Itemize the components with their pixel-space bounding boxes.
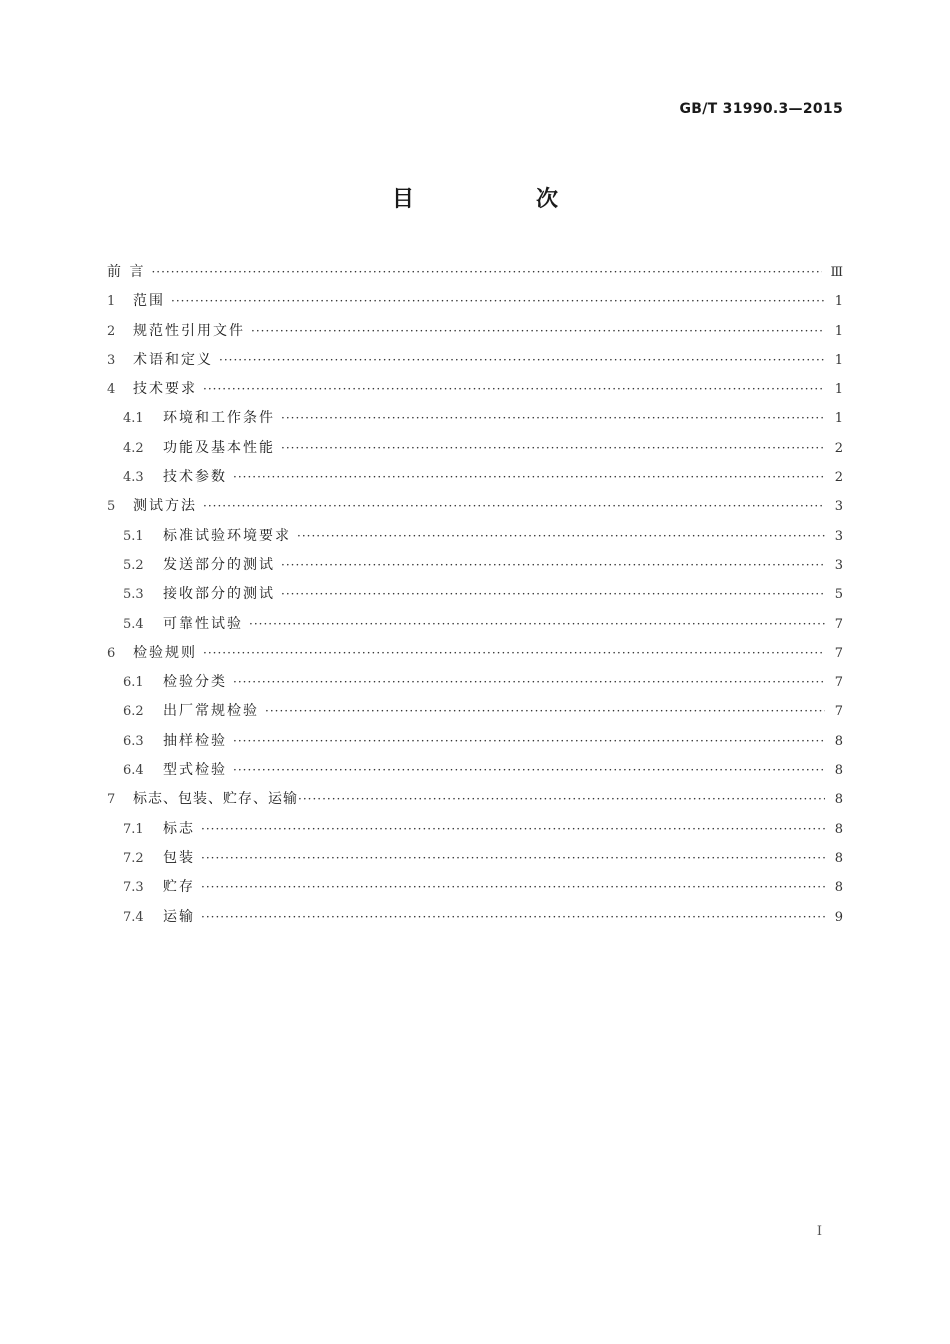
toc-entry-label: 贮存 [163,879,195,896]
toc-entry-page: 1 [834,382,843,398]
toc-entry-number: 4 [107,382,116,398]
toc-entry-page: 5 [834,587,843,603]
toc-dot-leader [203,639,825,668]
toc-dot-leader [233,668,825,697]
toc-entry-page: 8 [834,792,843,808]
toc-entry-page: Ⅲ [830,265,843,280]
toc-entry-page: 7 [834,704,843,720]
toc-entry-page: 3 [834,528,843,544]
toc-entry-5[interactable] [107,492,843,521]
standard-code: GB/T 31990.3—2015 [679,101,843,117]
toc-entry-label: 包装 [163,849,195,866]
toc-entry-number: 3 [107,352,116,368]
toc-dot-leader [233,463,825,492]
toc-dot-leader [203,375,825,404]
toc-entry-number: 5.1 [123,528,144,544]
toc-entry-number: 5 [107,499,116,515]
toc-entry-number: 1 [107,294,116,310]
toc-dot-leader [201,903,825,932]
toc-entry-page: 2 [834,440,843,456]
toc-entry-label: 环境和工作条件 [163,410,275,427]
toc-dot-leader [251,317,825,346]
toc-entry-6-3[interactable] [107,727,843,756]
toc-entry-label: 型式检验 [163,762,227,779]
toc-entry-page: 3 [834,557,843,573]
toc-entry-label: 发送部分的测试 [163,556,275,573]
toc-dot-leader [298,785,825,814]
toc-entry-5-1[interactable] [107,522,843,551]
toc-entry-label: 检验规则 [133,644,197,661]
toc-entry-7-3[interactable] [107,873,843,902]
toc-entry-page: 1 [834,352,843,368]
toc-entry-number: 6.3 [123,733,144,749]
toc-entry-label: 出厂常规检验 [163,703,259,720]
toc-entry-6-4[interactable] [107,756,843,785]
toc-entry-page: 8 [834,821,843,837]
toc-entry-number: 7.2 [123,850,144,866]
toc-entry-number: 4.2 [123,440,144,456]
toc-entry-page: 1 [834,294,843,310]
toc-dot-leader [265,697,825,726]
toc-entry-page: 8 [834,850,843,866]
toc-dot-leader [233,727,825,756]
toc-entry-number: 4.1 [123,411,144,427]
toc-entry-page: 7 [834,675,843,691]
toc-entry-label: 运输 [163,908,195,925]
toc-entry-number: 5.4 [123,616,144,632]
toc-entry-7-1[interactable] [107,815,843,844]
toc-entry-5-2[interactable] [107,551,843,580]
toc-dot-leader [281,551,825,580]
toc-entry-7-2[interactable] [107,844,843,873]
toc-dot-leader [297,522,825,551]
toc-dot-leader [201,844,825,873]
toc-entry-number: 6.2 [123,704,144,720]
toc-entry-page: 7 [834,645,843,661]
toc-entry-label: 技术参数 [163,469,227,486]
toc-entry-6-2[interactable] [107,697,843,726]
toc-entry-number: 6.1 [123,675,144,691]
toc-entry-page: 9 [834,909,843,925]
toc-entry-5-4[interactable] [107,610,843,639]
toc-entry-number: 7.3 [123,880,144,896]
toc-entry-label: 检验分类 [163,674,227,691]
toc-dot-leader [281,404,825,433]
toc-entry-page: 8 [834,880,843,896]
toc-dot-leader [151,258,822,287]
toc-entry-7[interactable] [107,785,843,814]
toc-entry-label: 功能及基本性能 [163,439,275,456]
toc-entry-number: 7.4 [123,909,144,925]
toc-entry-page: 8 [834,733,843,749]
toc-entry-3[interactable] [107,346,843,375]
toc-entry-number: 7 [107,792,116,808]
toc-dot-leader [203,492,825,521]
toc-entry-7-4[interactable] [107,903,843,932]
toc-entry-2[interactable] [107,317,843,346]
toc-entry-label: 接收部分的测试 [163,586,275,603]
toc-entry-page: 1 [834,323,843,339]
toc-entry-4[interactable] [107,375,843,404]
toc-dot-leader [171,287,825,316]
toc-dot-leader [219,346,825,375]
toc-entry-label: 标准试验环境要求 [163,527,291,544]
toc-entry-4-3[interactable] [107,463,843,492]
toc-entry-label: 前 言 [107,264,146,280]
toc-entry-4-1[interactable] [107,404,843,433]
toc-entry-1[interactable] [107,287,843,316]
toc-dot-leader [281,580,825,609]
toc-title: 目 次 [391,187,608,212]
toc-entry-number: 5.3 [123,587,144,603]
toc-entry-number: 5.2 [123,557,144,573]
toc-entry-page: 3 [834,499,843,515]
page-folio: I [816,1224,822,1239]
toc-entry-5-3[interactable] [107,580,843,609]
toc-entry-label: 标志 [163,820,195,837]
toc-entry-label: 范围 [133,293,165,310]
toc-entry-foreword[interactable] [107,258,843,287]
table-of-contents [107,258,843,932]
toc-dot-leader [233,756,825,785]
toc-dot-leader [201,815,825,844]
toc-entry-4-2[interactable] [107,434,843,463]
toc-entry-number: 2 [107,323,116,339]
toc-entry-page: 8 [834,763,843,779]
toc-entry-6-1[interactable] [107,668,843,697]
toc-entry-label: 规范性引用文件 [133,322,245,339]
toc-entry-page: 7 [834,616,843,632]
toc-entry-page: 1 [834,411,843,427]
toc-dot-leader [249,610,825,639]
toc-entry-label: 术语和定义 [133,351,213,368]
toc-dot-leader [201,873,825,902]
toc-entry-label: 技术要求 [133,381,197,398]
toc-entry-label: 可靠性试验 [163,615,243,632]
toc-entry-number: 4.3 [123,470,144,486]
toc-entry-number: 6.4 [123,763,144,779]
toc-entry-6[interactable] [107,639,843,668]
toc-entry-label: 测试方法 [133,498,197,515]
toc-entry-page: 2 [834,470,843,486]
toc-entry-label: 标志、包装、贮存、运输 [133,791,298,808]
toc-dot-leader [281,434,825,463]
toc-entry-label: 抽样检验 [163,732,227,749]
toc-entry-number: 6 [107,645,116,661]
toc-entry-number: 7.1 [123,821,144,837]
